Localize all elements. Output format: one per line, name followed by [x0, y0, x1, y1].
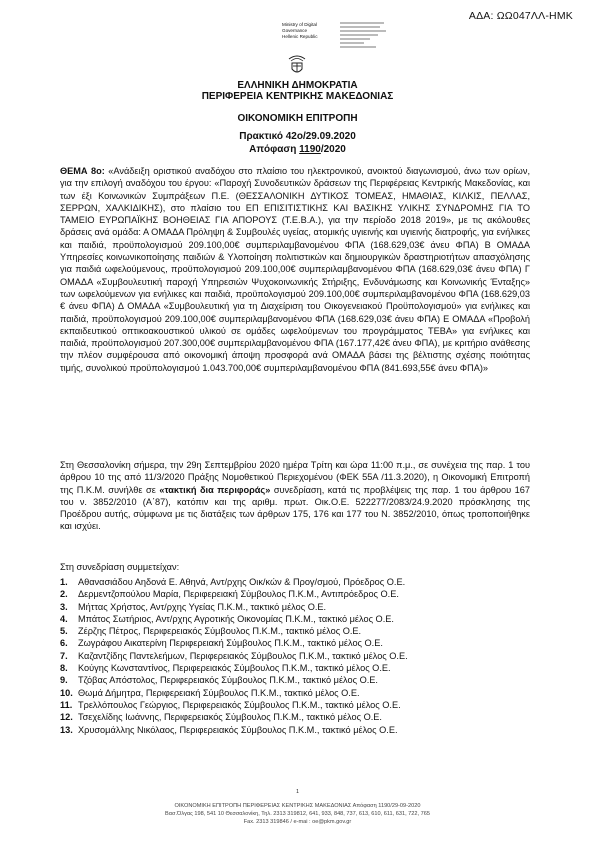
header-committee: ΟΙΚΟΝΟΜΙΚΗ ΕΠΙΤΡΟΠΗ: [237, 113, 358, 124]
member-number: 2.: [60, 589, 68, 600]
list-item: [60, 637, 540, 649]
session-type: «τακτική δια περιφοράς»: [159, 484, 271, 495]
session-paragraph: [60, 459, 530, 533]
member-name: Τζόβας Απόστολος, Περιφερειακός Σύμβουλος Π.Κ.Μ., τακτικό μέλος Ο.Ε.: [78, 675, 378, 686]
signature-line-2: Governance: [282, 28, 308, 34]
member-name: Ζωγράφου Αικατερίνη Περιφερειακή Σύμβουλος Π.Κ.Μ., τακτικό μέλος Ο.Ε.: [78, 638, 383, 649]
member-name: Θωμά Δήμητρα, Περιφερειακή Σύμβουλος Π.Κ.Μ., τακτικό μέλος Ο.Ε.: [78, 687, 360, 698]
decision-suffix: /2020: [320, 144, 346, 155]
list-item: [60, 662, 540, 674]
member-name: Τσεχελίδης Ιωάννης, Περιφερειακός Σύμβουλος Π.Κ.Μ., τακτικό μέλος Ο.Ε.: [78, 712, 382, 723]
list-item: [60, 576, 540, 588]
decision-number: 1190: [299, 144, 321, 155]
footer-line-2: Βασ.Όλγας 198, 541 10 Θεσσαλονίκη, Τηλ. 2313 319812, 641, 933, 848, 737, 613, 610, 611, 631, 722, 765: [165, 811, 430, 817]
decision-title: [0, 144, 595, 155]
signature-line-1: Ministry of Digital: [282, 22, 317, 27]
signature-details: [340, 22, 400, 48]
members-intro: Στη συνεδρίαση συμμετείχαν:: [60, 562, 180, 572]
member-number: 12.: [60, 712, 73, 723]
session-text-1: Στη Θεσσαλονίκη σήμερα, την 29η Σεπτεμβρίου 2020 ημέρα Τρίτη και ώρα 11:00 π.μ., σε συνέχεια της παρ. 1 του άρθρου 10 της από 11/3/2020 Πράξης Νομοθετικού Περιεχομένου (ΦΕΚ 55Α /11.3.2020), η Οικονομική Επιτροπή της Π.Κ.Μ. συνήλθε σε: [60, 460, 530, 495]
member-name: Δερμεντζοπούλου Μαρία, Περιφερειακή Σύμβουλος Π.Κ.Μ., Αντιπρόεδρος Ο.Ε.: [78, 589, 399, 600]
member-name: Καζαντζίδης Παντελεήμων, Περιφερειακός Σύμβουλος Π.Κ.Μ., τακτικό μέλος Ο.Ε.: [78, 650, 408, 661]
member-number: 4.: [60, 613, 68, 624]
list-item: [60, 724, 540, 736]
member-name: Αθανασιάδου Αηδονά Ε. Αθηνά, Αντ/ρχης Οικ/κών & Προγ/σμού, Πρόεδρος Ο.Ε.: [78, 577, 406, 587]
page-number: 1: [296, 789, 299, 795]
list-item: [60, 625, 540, 637]
header-republic: ΕΛΛΗΝΙΚΗ ΔΗΜΟΚΡΑΤΙΑ: [237, 80, 358, 91]
list-item: [60, 601, 540, 613]
footer-line-3: Fax. 2313 319846 / e-mai : oe@pkm.gov.gr: [243, 819, 352, 825]
member-number: 6.: [60, 638, 68, 649]
list-item: [60, 699, 540, 711]
member-number: 10.: [60, 687, 73, 698]
members-list: [60, 576, 540, 736]
list-item: [60, 588, 540, 600]
subject-text: «Ανάδειξη οριστικού αναδόχου στο πλαίσιο του ηλεκτρονικού, ανοικτού διαγωνισμού, άνω των ορίων, για την επιλογή αναδόχου του έργου: «Παροχή Συνοδευτικών δράσεων της Περιφέρειας Κεντρικής Μακεδονίας, και των έξι Κοινωνικών Συμπράξεων Π.Ε. (ΘΕΣΣΑΛΟΝΙΚΗ ΔΥΤΙΚΟΣ ΤΟΜΕΑΣ, ΗΜΑΘΙΑΣ, ΚΙΛΚΙΣ, ΠΕΛΛΑΣ, ΣΕΡΡΩΝ, ΧΑΛΚΙΔΙΚΗΣ), στο πλαίσιο του ΕΠ ΕΠΙΣΙΤΙΣΤΙΚΗΣ ΚΑΙ ΒΑΣΙΚΗΣ ΥΛΙΚΗΣ ΣΥΝΔΡΟΜΗΣ ΓΙΑ ΤΟ ΤΑΜΕΙΟ ΕΥΡΩΠΑΪΚΗΣ ΒΟΗΘΕΙΑΣ ΓΙΑ ΑΠΟΡΟΥΣ (Τ.Ε.Β.Α.), για την περίοδο 2018 2019», με τις ακόλουθες δράσεις ανά ομάδα: Α ΟΜΑΔΑ Πρόληψη & Συμβουλές υγείας, ατομικής υγιεινής και υγιεινής διατροφής, για ενήλικες και παιδιά, προϋπολογισμού 209.100,00€ συμπεριλαμβανομένου ΦΠΑ (168.629,03€ άνευ ΦΠΑ) Β ΟΜΑΔΑ Υπηρεσίες κοινωνικοποίησης παιδιών & Υλοποίηση πολιτιστικών και δημιουργικών δραστηριοτήτων απασχόλησης για παιδιά ωφελούμενους, προϋπολογισμού 209.100,00€ συμπεριλαμβανομένου ΦΠΑ (168.629,03€ άνευ ΦΠΑ) Γ ΟΜΑΔΑ «Συμβουλευτική παροχή Υπηρεσιών Ψυχοκοινωνικής Στήριξης, Ενδυνάμωσης και Κοινωνικής Ένταξης» των ωφελούμενων για ενήλικες και παιδιά, προϋπολογισμού 209.100,00€ συμπεριλαμβανομένου ΦΠΑ (168.629,03 € άνευ ΦΠΑ) Δ ΟΜΑΔΑ «Συμβουλευτική για τη Διαχείριση του Οικογενειακού Προϋπολογισμού» για ενήλικες και παιδιά, προϋπολογισμού 209.100,00€ συμπεριλαμβανομένου ΦΠΑ (168.629,03€ άνευ ΦΠΑ) Ε ΟΜΑΔΑ «Προβολή εκπαιδευτικού οπτικοακουστικού υλικού σε ομάδες ωφελούμενων του προγράμματος ΤΕΒΑ» για ενήλικες και παιδιά, προϋπολογισμού 207.300,00€ συμπεριλαμβανομένου ΦΠΑ (167.177,42€ άνευ ΦΠΑ), με κριτήριο ανάθεσης την πλέον συμφέρουσα από οικονομική άποψη προσφορά ανά ΟΜΑΔΑ βάσει της βέλτιστης σχέσης ποιότητας τιμής, συνολικού προϋπολογισμού 1.043.700,00€ συμπεριλαμβανομένου ΦΠΑ (841.693,55€ άνευ ΦΠΑ)»: [60, 166, 530, 373]
member-name: Κούγης Κωνσταντίνος, Περιφερειακός Σύμβουλος Π.Κ.Μ., τακτικό μέλος Ο.Ε.: [78, 663, 391, 674]
hellenic-emblem-icon: [287, 53, 307, 82]
member-name: Ζέρζης Πέτρος, Περιφερειακός Σύμβουλος Π.Κ.Μ., τακτικό μέλος Ο.Ε.: [78, 626, 362, 637]
member-number: 8.: [60, 663, 68, 674]
session-text-2: συνεδρίαση, κατά τις προβλέψεις της παρ. 1 του άρθρου 167 του ν. 3852/2010 (Α΄87), κατόπιν και της αριθμ. πρωτ. Οικ.Ο.Ε. 522277/2083/24.9.2020 πρόσκλησης της Προέδρου αυτής, σύμφωνα με τις διατάξεις των άρθρων 175, 176 και 177 του Ν. 3852/2010, όπως τροποποιήθηκε και ισχύει.: [60, 484, 531, 532]
list-item: [60, 711, 540, 723]
member-name: Τρελλόπουλος Γεώργιος, Περιφερειακός Σύμβουλος Π.Κ.Μ., τακτικό μέλος Ο.Ε.: [78, 699, 401, 710]
signature-line-3: Hellenic Republic: [282, 34, 318, 40]
member-name: Μήττας Χρήστος, Αντ/ρχης Υγείας Π.Κ.Μ., τακτικό μέλος Ο.Ε.: [78, 601, 327, 612]
header-region: ΠΕΡΙΦΕΡΕΙΑ ΚΕΝΤΡΙΚΗΣ ΜΑΚΕΔΟΝΙΑΣ: [201, 91, 394, 102]
list-item: [60, 613, 540, 625]
subject-label: ΘΕΜΑ 8ο:: [60, 166, 105, 176]
member-number: 9.: [60, 675, 68, 686]
footer-line-1: ΟΙΚΟΝΟΜΙΚΗ ΕΠΙΤΡΟΠΗ ΠΕΡΙΦΕΡΕΙΑΣ ΚΕΝΤΡΙΚΗΣ ΜΑΚΕΔΟΝΙΑΣ Απόφαση 1190/29-09-2020: [174, 803, 421, 809]
member-number: 5.: [60, 626, 68, 637]
member-number: 3.: [60, 601, 68, 612]
list-item: [60, 650, 540, 662]
list-item: [60, 674, 540, 686]
member-number: 11.: [60, 699, 73, 710]
member-name: Μπάτος Σωτήριος, Αντ/ρχης Αγροτικής Οικονομίας Π.Κ.Μ., τακτικό μέλος Ο.Ε.: [78, 613, 394, 624]
member-number: 1.: [60, 577, 68, 587]
protocol-number: Πρακτικό 42ο/29.09.2020: [239, 131, 356, 142]
member-number: 13.: [60, 724, 73, 735]
decision-prefix: Απόφαση: [249, 144, 300, 155]
ada-code: ΑΔΑ: ΩΩ047ΛΛ-ΗΜΚ: [468, 10, 573, 22]
member-name: Χρυσομάλλης Νικόλαος, Περιφερειακός Σύμβουλος Π.Κ.Μ., τακτικό μέλος Ο.Ε.: [78, 724, 398, 735]
subject-paragraph: [60, 165, 530, 374]
list-item: [60, 687, 540, 699]
member-number: 7.: [60, 650, 68, 661]
